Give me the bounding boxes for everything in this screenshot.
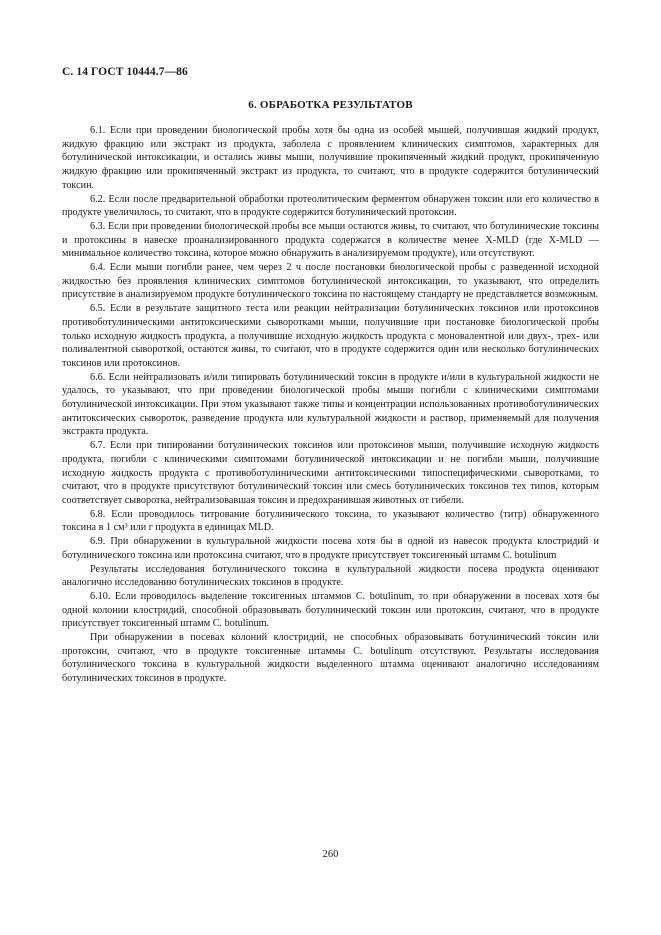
paragraph-6-3: 6.3. Если при проведении биологической пробы все мыши остаются живы, то считают, что ботулинические токсины и протоксины в навеске проанализированного продукта содержатся в количестве менее X-MLD (где X-MLD — минимальное количество токсина, которое можно обнаружить в анализируемом продукте), или отсутствуют.	[62, 220, 599, 260]
running-header: С. 14 ГОСТ 10444.7—86	[62, 66, 188, 78]
paragraph-6-4: 6.4. Если мыши погибли ранее, чем через 2 ч после постановки биологической пробы с разведенной исходной жидкостью без проявления клинических симптомов ботулинической интоксикации, то указывают, что определить присутствие в анализируемом продукте ботулинического токсина по настоящему стандарту не представляется возможным.	[62, 262, 599, 301]
paragraph-6-9-results: Результаты исследования ботулинического токсина в культуральной жидкости посева продукта оценивают аналогично исследованию ботулинических токсинов в продукте.	[62, 563, 599, 589]
section-body	[62, 124, 599, 686]
paragraph-6-9: 6.9. При обнаружении в культуральной жидкости посева хотя бы в одной из навесок продукта клостридий и ботулинического токсина или протоксина считают, что в продукте присутствует токсигенный штамм C. botulinum	[62, 536, 599, 561]
paragraph-6-2: 6.2. Если после предварительной обработки протеолитическим ферментом обнаружен токсин или его количество в продукте увеличилось, то считают, что в продукте содержится ботулинический протоксин.	[62, 193, 599, 219]
paragraph-6-10-negative: При обнаружении в посевах колоний клостридий, не способных образовывать ботулинический токсин или протоксин, считают, что в продукте токсигенные штаммы C. botulinum отсутствуют. Результаты исследования ботулинического токсина в культуральной жидкости выделенного штамма оценивают аналогично исследованиям ботулинических токсинов в продукте.	[62, 632, 599, 685]
paragraph-6-5: 6.5. Если в результате защитного теста или реакции нейтрализации ботулинических токсинов или протоксинов противоботулиническими антитоксическими сыворотками мыши, получившие при постановке биологической пробы только исходную жидкость продукта, а получившие исходную жидкость продукта с моновалентной или двух-, трех- или поливалентной сывороткой, остаются живы, то считают, что в продукте содержится один или несколько ботулинических токсинов или протоксинов.	[62, 303, 599, 369]
paragraph-6-6: 6.6. Если нейтрализовать и/или типировать ботулинический токсин в продукте и/или в культуральной жидкости не удалось, то указывают, что при проведении биологической пробы мыши погибли с клиническими симптомами ботулинической интоксикации. При этом указывают также типы и концентрации использованных противоботулинических антитоксических сывороток, разведение продукта или культуральной жидкости и раствор, применяемый для получения экстракта продукта.	[62, 371, 599, 438]
paragraph-6-1: 6.1. Если при проведении биологической пробы хотя бы одна из особей мышей, получившая жидкий продукт, жидкую фракцию или экстракт из продукта, заболела с проявлением клинических симптомов, характерных для ботулинической интоксикации, и остались живы мыши, получившие прокипяченный жидкий продукт, прокипяченную жидкую фракцию или прокипяченный экстракт из продукта, то считают, что в продукте содержится ботулинический токсин.	[62, 125, 599, 191]
paragraph-6-8: 6.8. Если проводилось титрование ботулинического токсина, то указывают количество (титр) обнаруженного токсина в 1 см³ или г продукта в единицах MLD.	[62, 508, 599, 534]
page-number: 260	[322, 849, 339, 860]
section-title: 6. ОБРАБОТКА РЕЗУЛЬТАТОВ	[248, 99, 413, 111]
paragraph-6-7: 6.7. Если при типировании ботулинических токсинов или протоксинов мыши, получившие исходную жидкость продукта, погибли с клиническими симптомами ботулинической интоксикации и не погибли мыши, получившие исходную жидкость продукта с противоботулиническими антитоксическими типоспецифическими сыворотками, то считают, что в продукте присутствуют ботулинический токсин или смесь ботулинических токсинов тех типов, которым соответствует сыворотка, нейтрализовавшая токсин и предохранившая животных от гибели.	[62, 440, 599, 506]
paragraph-6-10: 6.10. Если проводилось выделение токсигенных штаммов C. botulinum, то при обнаружении в посевах хотя бы одной колонии клостридий, способной образовывать ботулинический токсин или протоксин, считают, что в продукте присутствует токсигенный штамм C. botulinum.	[62, 590, 599, 630]
